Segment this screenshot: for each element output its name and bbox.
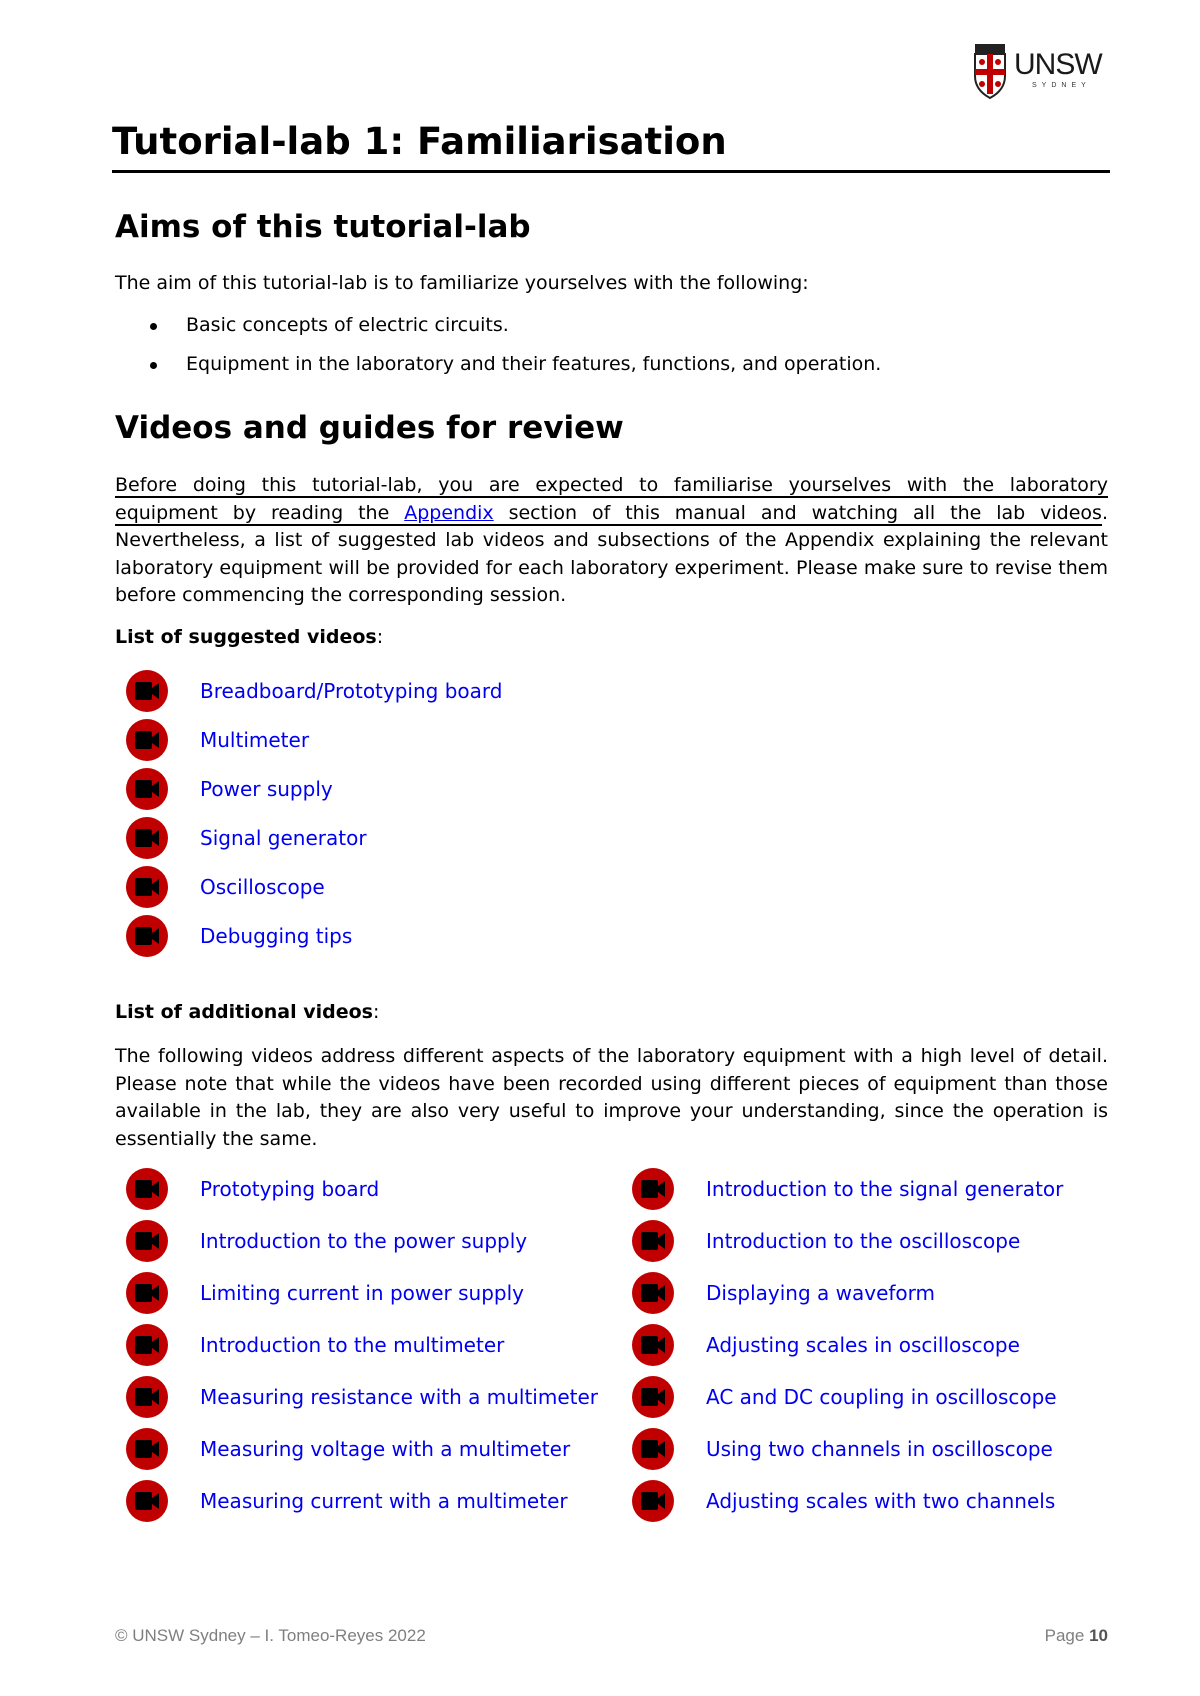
video-camera-icon[interactable] — [124, 1478, 170, 1524]
video-title[interactable]: Power supply — [200, 777, 333, 801]
video-camera-icon[interactable] — [124, 913, 170, 959]
video-camera-icon[interactable] — [124, 766, 170, 812]
video-title[interactable]: Signal generator — [200, 826, 367, 850]
video-link[interactable] — [124, 1322, 504, 1368]
video-title[interactable]: Debugging tips — [200, 924, 353, 948]
video-camera-icon[interactable] — [124, 1270, 170, 1316]
video-camera-icon[interactable] — [124, 1322, 170, 1368]
video-link[interactable] — [124, 913, 352, 959]
video-title[interactable]: Breadboard/Prototyping board — [200, 679, 503, 703]
video-title[interactable]: Introduction to the power supply — [200, 1229, 528, 1253]
video-title[interactable]: Measuring resistance with a multimeter — [200, 1385, 599, 1409]
suggested-label: List of suggested videos: — [115, 626, 384, 648]
video-camera-icon[interactable] — [630, 1374, 676, 1420]
video-title[interactable]: Measuring current with a multimeter — [200, 1489, 568, 1513]
footer-page: Page 10 — [1044, 1626, 1108, 1645]
video-link[interactable] — [124, 1166, 379, 1212]
video-camera-icon[interactable] — [630, 1218, 676, 1264]
crest-icon — [972, 42, 1008, 100]
video-link[interactable] — [630, 1322, 1020, 1368]
video-link[interactable] — [630, 1166, 1063, 1212]
review-line-1: Before doing this tutorial-lab, you are expected to familiarise yourselves with the laboratory — [115, 474, 1108, 496]
video-title[interactable]: Using two channels in oscilloscope — [706, 1437, 1053, 1461]
video-title[interactable]: Introduction to the signal generator — [706, 1177, 1064, 1201]
review-rest: Nevertheless, a list of suggested lab videos and subsections of the Appendix explaining the relevant laboratory equipment will be provided for each laboratory experiment. Please make sure to revise them before commencing the corresponding session. — [115, 529, 1108, 606]
video-title[interactable]: Prototyping board — [200, 1177, 380, 1201]
video-link[interactable] — [124, 1374, 598, 1420]
video-camera-icon[interactable] — [124, 815, 170, 861]
review-line-2: equipment by reading the Appendix section of this manual and watching all the lab videos. — [115, 501, 1109, 524]
video-link[interactable] — [124, 864, 325, 910]
video-link[interactable] — [124, 1218, 527, 1264]
video-camera-icon[interactable] — [124, 668, 170, 714]
video-link[interactable] — [124, 1478, 568, 1524]
video-link[interactable] — [630, 1426, 1053, 1472]
video-camera-icon[interactable] — [124, 1218, 170, 1264]
video-title[interactable]: Displaying a waveform — [706, 1281, 936, 1305]
aims-item: Basic concepts of electric circuits. — [150, 312, 509, 339]
video-camera-icon[interactable] — [630, 1478, 676, 1524]
video-camera-icon[interactable] — [124, 1426, 170, 1472]
video-camera-icon[interactable] — [630, 1166, 676, 1212]
video-title[interactable]: Multimeter — [200, 728, 310, 752]
logo-text: UNSW — [1014, 48, 1102, 81]
video-title[interactable]: AC and DC coupling in oscilloscope — [706, 1385, 1057, 1409]
review-paragraph — [115, 472, 1108, 610]
video-link[interactable] — [124, 668, 502, 714]
video-camera-icon[interactable] — [124, 864, 170, 910]
aims-item: Equipment in the laboratory and their features, functions, and operation. — [150, 351, 881, 378]
video-camera-icon[interactable] — [124, 717, 170, 763]
video-camera-icon[interactable] — [124, 1166, 170, 1212]
aims-intro: The aim of this tutorial-lab is to familiarize yourselves with the following: — [115, 272, 809, 294]
video-title[interactable]: Adjusting scales in oscilloscope — [706, 1333, 1020, 1357]
video-link[interactable] — [630, 1270, 935, 1316]
additional-label: List of additional videos: — [115, 1001, 380, 1023]
unsw-logo — [972, 42, 1102, 102]
appendix-link[interactable]: Appendix — [404, 501, 494, 524]
video-link[interactable] — [124, 815, 367, 861]
video-title[interactable]: Introduction to the oscilloscope — [706, 1229, 1021, 1253]
video-title[interactable]: Oscilloscope — [200, 875, 325, 899]
video-title[interactable]: Adjusting scales with two channels — [706, 1489, 1056, 1513]
video-link[interactable] — [124, 1270, 524, 1316]
additional-intro: The following videos address different aspects of the laboratory equipment with a high level of detail. Please note that while the videos have been recorded using different pieces of equipment than those available in the lab, they are also very useful to improve your understanding, since the operation is essentially the same. — [115, 1045, 1108, 1150]
video-link[interactable] — [124, 717, 309, 763]
video-link[interactable] — [124, 1426, 570, 1472]
video-camera-icon[interactable] — [630, 1322, 676, 1368]
logo-subtext: SYDNEY — [1032, 82, 1091, 89]
footer-copyright: © UNSW Sydney – I. Tomeo-Reyes 2022 — [115, 1626, 426, 1645]
video-camera-icon[interactable] — [124, 1374, 170, 1420]
aims-heading: Aims of this tutorial-lab — [115, 209, 531, 245]
video-link[interactable] — [124, 766, 333, 812]
page-title: Tutorial-lab 1: Familiarisation — [112, 120, 1110, 173]
video-camera-icon[interactable] — [630, 1270, 676, 1316]
video-link[interactable] — [630, 1478, 1055, 1524]
video-title[interactable]: Measuring voltage with a multimeter — [200, 1437, 571, 1461]
video-title[interactable]: Introduction to the multimeter — [200, 1333, 505, 1357]
videos-heading: Videos and guides for review — [115, 410, 624, 446]
video-link[interactable] — [630, 1218, 1020, 1264]
video-link[interactable] — [630, 1374, 1057, 1420]
video-title[interactable]: Limiting current in power supply — [200, 1281, 525, 1305]
video-camera-icon[interactable] — [630, 1426, 676, 1472]
